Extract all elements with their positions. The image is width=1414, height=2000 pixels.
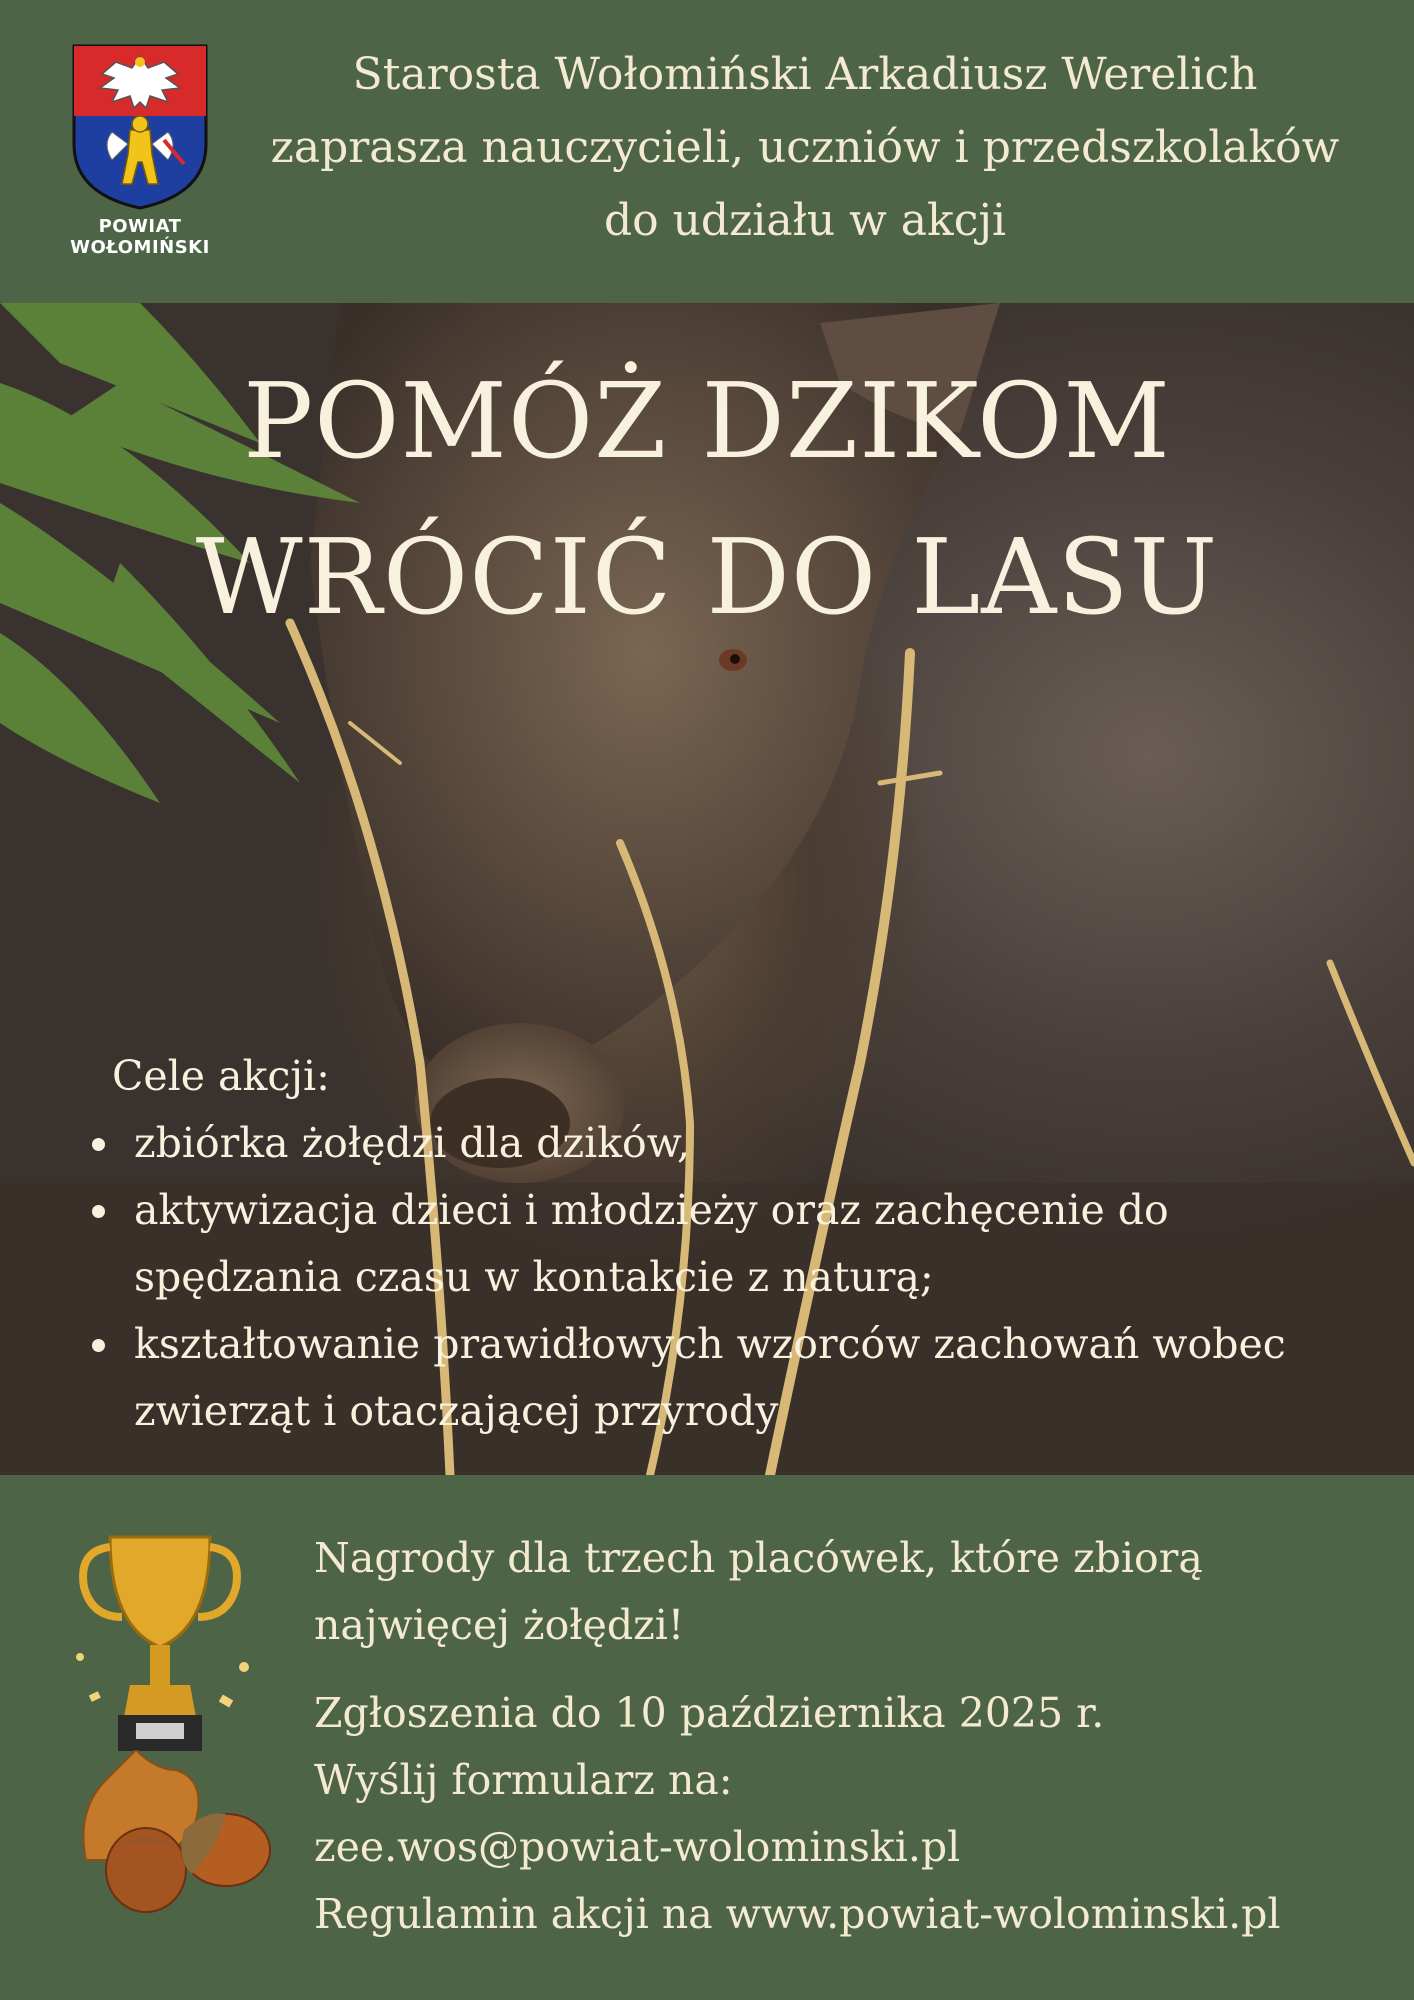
acorn-icon — [66, 1750, 276, 1920]
crest-caption-line1: POWIAT — [98, 216, 182, 237]
goals-heading: Cele akcji: — [112, 1052, 330, 1100]
invite-line-3: do udziału w akcji — [603, 195, 1007, 246]
prize-line-1: Nagrody dla trzech placówek, które zbiorą — [314, 1534, 1203, 1582]
crest-caption-line2: WOŁOMIŃSKI — [70, 237, 210, 258]
prize-text — [314, 1525, 1374, 1659]
crest-shield-icon — [72, 44, 208, 210]
send-form-text: Wyślij formularz na: — [314, 1756, 733, 1804]
header — [0, 0, 1414, 303]
trophy-icon — [60, 1517, 260, 1757]
campaign-title — [0, 343, 1414, 655]
wild-boar-photo — [0, 303, 1414, 1475]
invite-line-1: Starosta Wołomiński Arkadiusz Werelich — [352, 49, 1258, 100]
title-line-1: POMÓŻ DZIKOM — [243, 360, 1171, 482]
goal-item: kształtowanie prawidłowych wzorców zachowań wobec zwierząt i otaczającej przyrody — [134, 1311, 1350, 1445]
powiat-crest-logo — [58, 44, 222, 264]
info-section — [0, 1475, 1414, 2000]
crest-caption — [58, 216, 222, 258]
prize-line-2: najwięcej żołędzi! — [314, 1601, 685, 1649]
email-link[interactable]: zee.wos@powiat-wolominski.pl — [314, 1823, 961, 1871]
deadline-text: Zgłoszenia do 10 października 2025 r. — [314, 1689, 1105, 1737]
invitation-text — [240, 38, 1370, 257]
contact-info — [314, 1680, 1394, 1948]
campaign-goals — [90, 1043, 1350, 1445]
goals-list — [90, 1110, 1350, 1445]
rules-link[interactable]: Regulamin akcji na www.powiat-wolominski.pl — [314, 1890, 1281, 1938]
title-line-2: WRÓCIĆ DO LASU — [195, 516, 1219, 638]
invite-line-2: zaprasza nauczycieli, uczniów i przedszkolaków — [270, 122, 1340, 173]
goal-item: zbiórka żołędzi dla dzików, — [134, 1110, 1350, 1177]
goal-item: aktywizacja dzieci i młodzieży oraz zachęcenie do spędzania czasu w kontakcie z naturą; — [134, 1177, 1350, 1311]
